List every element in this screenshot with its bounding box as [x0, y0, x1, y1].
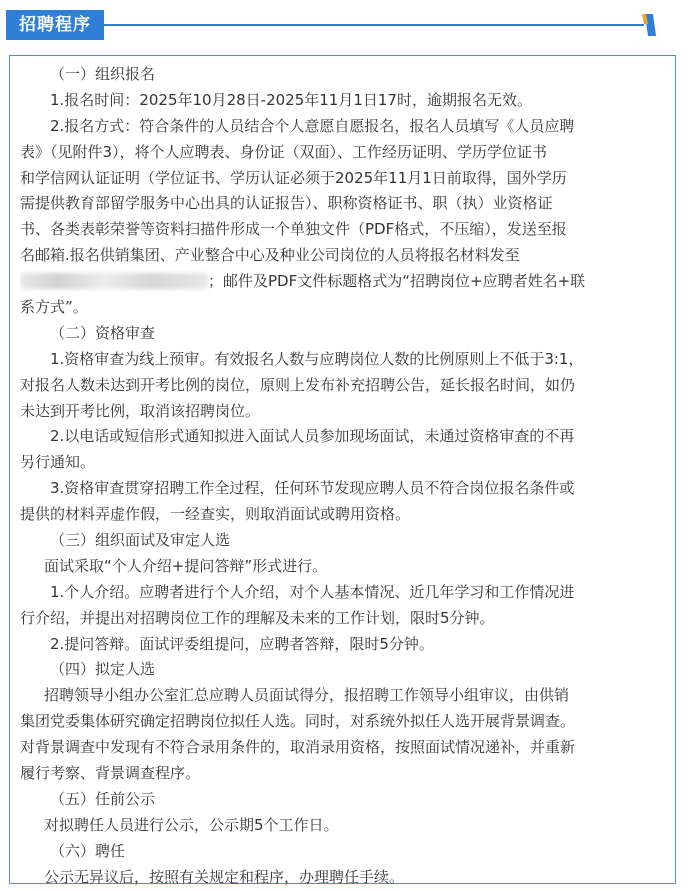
- paragraph-line: 对拟聘任人员进行公示，公示期5个工作日。: [44, 815, 339, 834]
- paragraph-line: 表》（见附件3），将个人应聘表、身份证（双面）、工作经历证明、学历学位证书: [20, 142, 548, 161]
- paragraph-line: 2.报名方式：符合条件的人员结合个人意愿自愿报名，报名人员填写《人员应聘: [50, 116, 575, 135]
- heading-public-notice: （五）任前公示: [50, 789, 156, 808]
- paragraph-line: 书、各类表彰荣誉等资料扫描件形成一个单独文件（PDF格式，不压缩），发送至报: [20, 220, 567, 239]
- paragraph-line: 对报名人数未达到开考比例的岗位，原则上发布补充招聘公告，延长报名时间，如仍: [20, 375, 576, 394]
- paragraph-line-with-redacted-email: [20, 269, 672, 295]
- paragraph-text: ；邮件及PDF文件标题格式为“招聘岗位+应聘者姓名+联: [208, 272, 586, 291]
- paragraph-line: 提供的材料弄虚作假，一经查实，则取消面试或聘用资格。: [20, 505, 411, 524]
- heading-qualification-review: （二）资格审查: [50, 323, 156, 342]
- heading-interview: （三）组织面试及审定人选: [50, 531, 231, 550]
- paragraph-line: 履行考察、背景调查程序。: [20, 764, 201, 783]
- paragraph-line: 1.资格审查为线上预审。有效报名人数与应聘岗位人数的比例原则上不低于3:1，: [50, 349, 584, 368]
- redacted-email: [20, 273, 208, 289]
- section-header: [0, 0, 688, 50]
- heading-appointment: （六）聘任: [50, 841, 126, 860]
- paragraph-line: 另行通知。: [20, 453, 96, 472]
- header-divider: [104, 24, 644, 26]
- heading-candidate-selection: （四）拟定人选: [50, 660, 156, 679]
- paragraph-line: 未达到开考比例，取消该招聘岗位。: [20, 401, 261, 420]
- paragraph-line: 1.个人介绍。应聘者进行个人介绍，对个人基本情况、近几年学习和工作情况进: [50, 582, 575, 601]
- paragraph-line: 1.报名时间：2025年10月28日-2025年11月1日17时，逾期报名无效。: [50, 90, 532, 109]
- paragraph-line: 行介绍，并提出对招聘岗位工作的理解及未来的工作计划，限时5分钟。: [20, 608, 495, 627]
- section-title: 招聘程序: [6, 10, 104, 40]
- paragraph-line: 名邮箱.报名供销集团、产业整合中心及种业公司岗位的人员将报名材料发至: [20, 246, 520, 265]
- paragraph-line: 面试采取“个人介绍+提问答辩”形式进行。: [44, 556, 328, 575]
- paragraph-line: 系方式”。: [20, 298, 88, 317]
- paragraph-line: 2.提问答辩。面试评委组提问，应聘者答辩，限时5分钟。: [50, 634, 434, 653]
- paragraph-line: 公示无异议后，按照有关规定和程序，办理聘任手续。: [44, 867, 405, 886]
- corner-decoration-icon: [642, 14, 656, 36]
- paragraph-line: 集团党委集体研究确定招聘岗位拟任人选。同时，对系统外拟任人选开展背景调查。: [20, 712, 576, 731]
- heading-registration: （一）组织报名: [50, 65, 156, 83]
- recruitment-procedure-text: [20, 62, 672, 891]
- paragraph-line: 3.资格审查贯穿招聘工作全过程，任何环节发现应聘人员不符合岗位报名条件或: [50, 479, 575, 498]
- paragraph-line: 2.以电话或短信形式通知拟进入面试人员参加现场面试，未通过资格审查的不再: [50, 427, 575, 446]
- paragraph-line: 招聘领导小组办公室汇总应聘人员面试得分，报招聘工作领导小组审议，由供销: [44, 686, 570, 705]
- paragraph-line: 需提供教育部留学服务中心出具的认证报告）、职称资格证书、职（执）业资格证: [20, 194, 553, 213]
- paragraph-line: 对背景调查中发现有不符合录用条件的，取消录用资格，按照面试情况递补，并重新: [20, 738, 576, 757]
- paragraph-line: 和学信网认证证明（学位证书、学历认证必须于2025年11月1日前取得，国外学历: [20, 168, 567, 187]
